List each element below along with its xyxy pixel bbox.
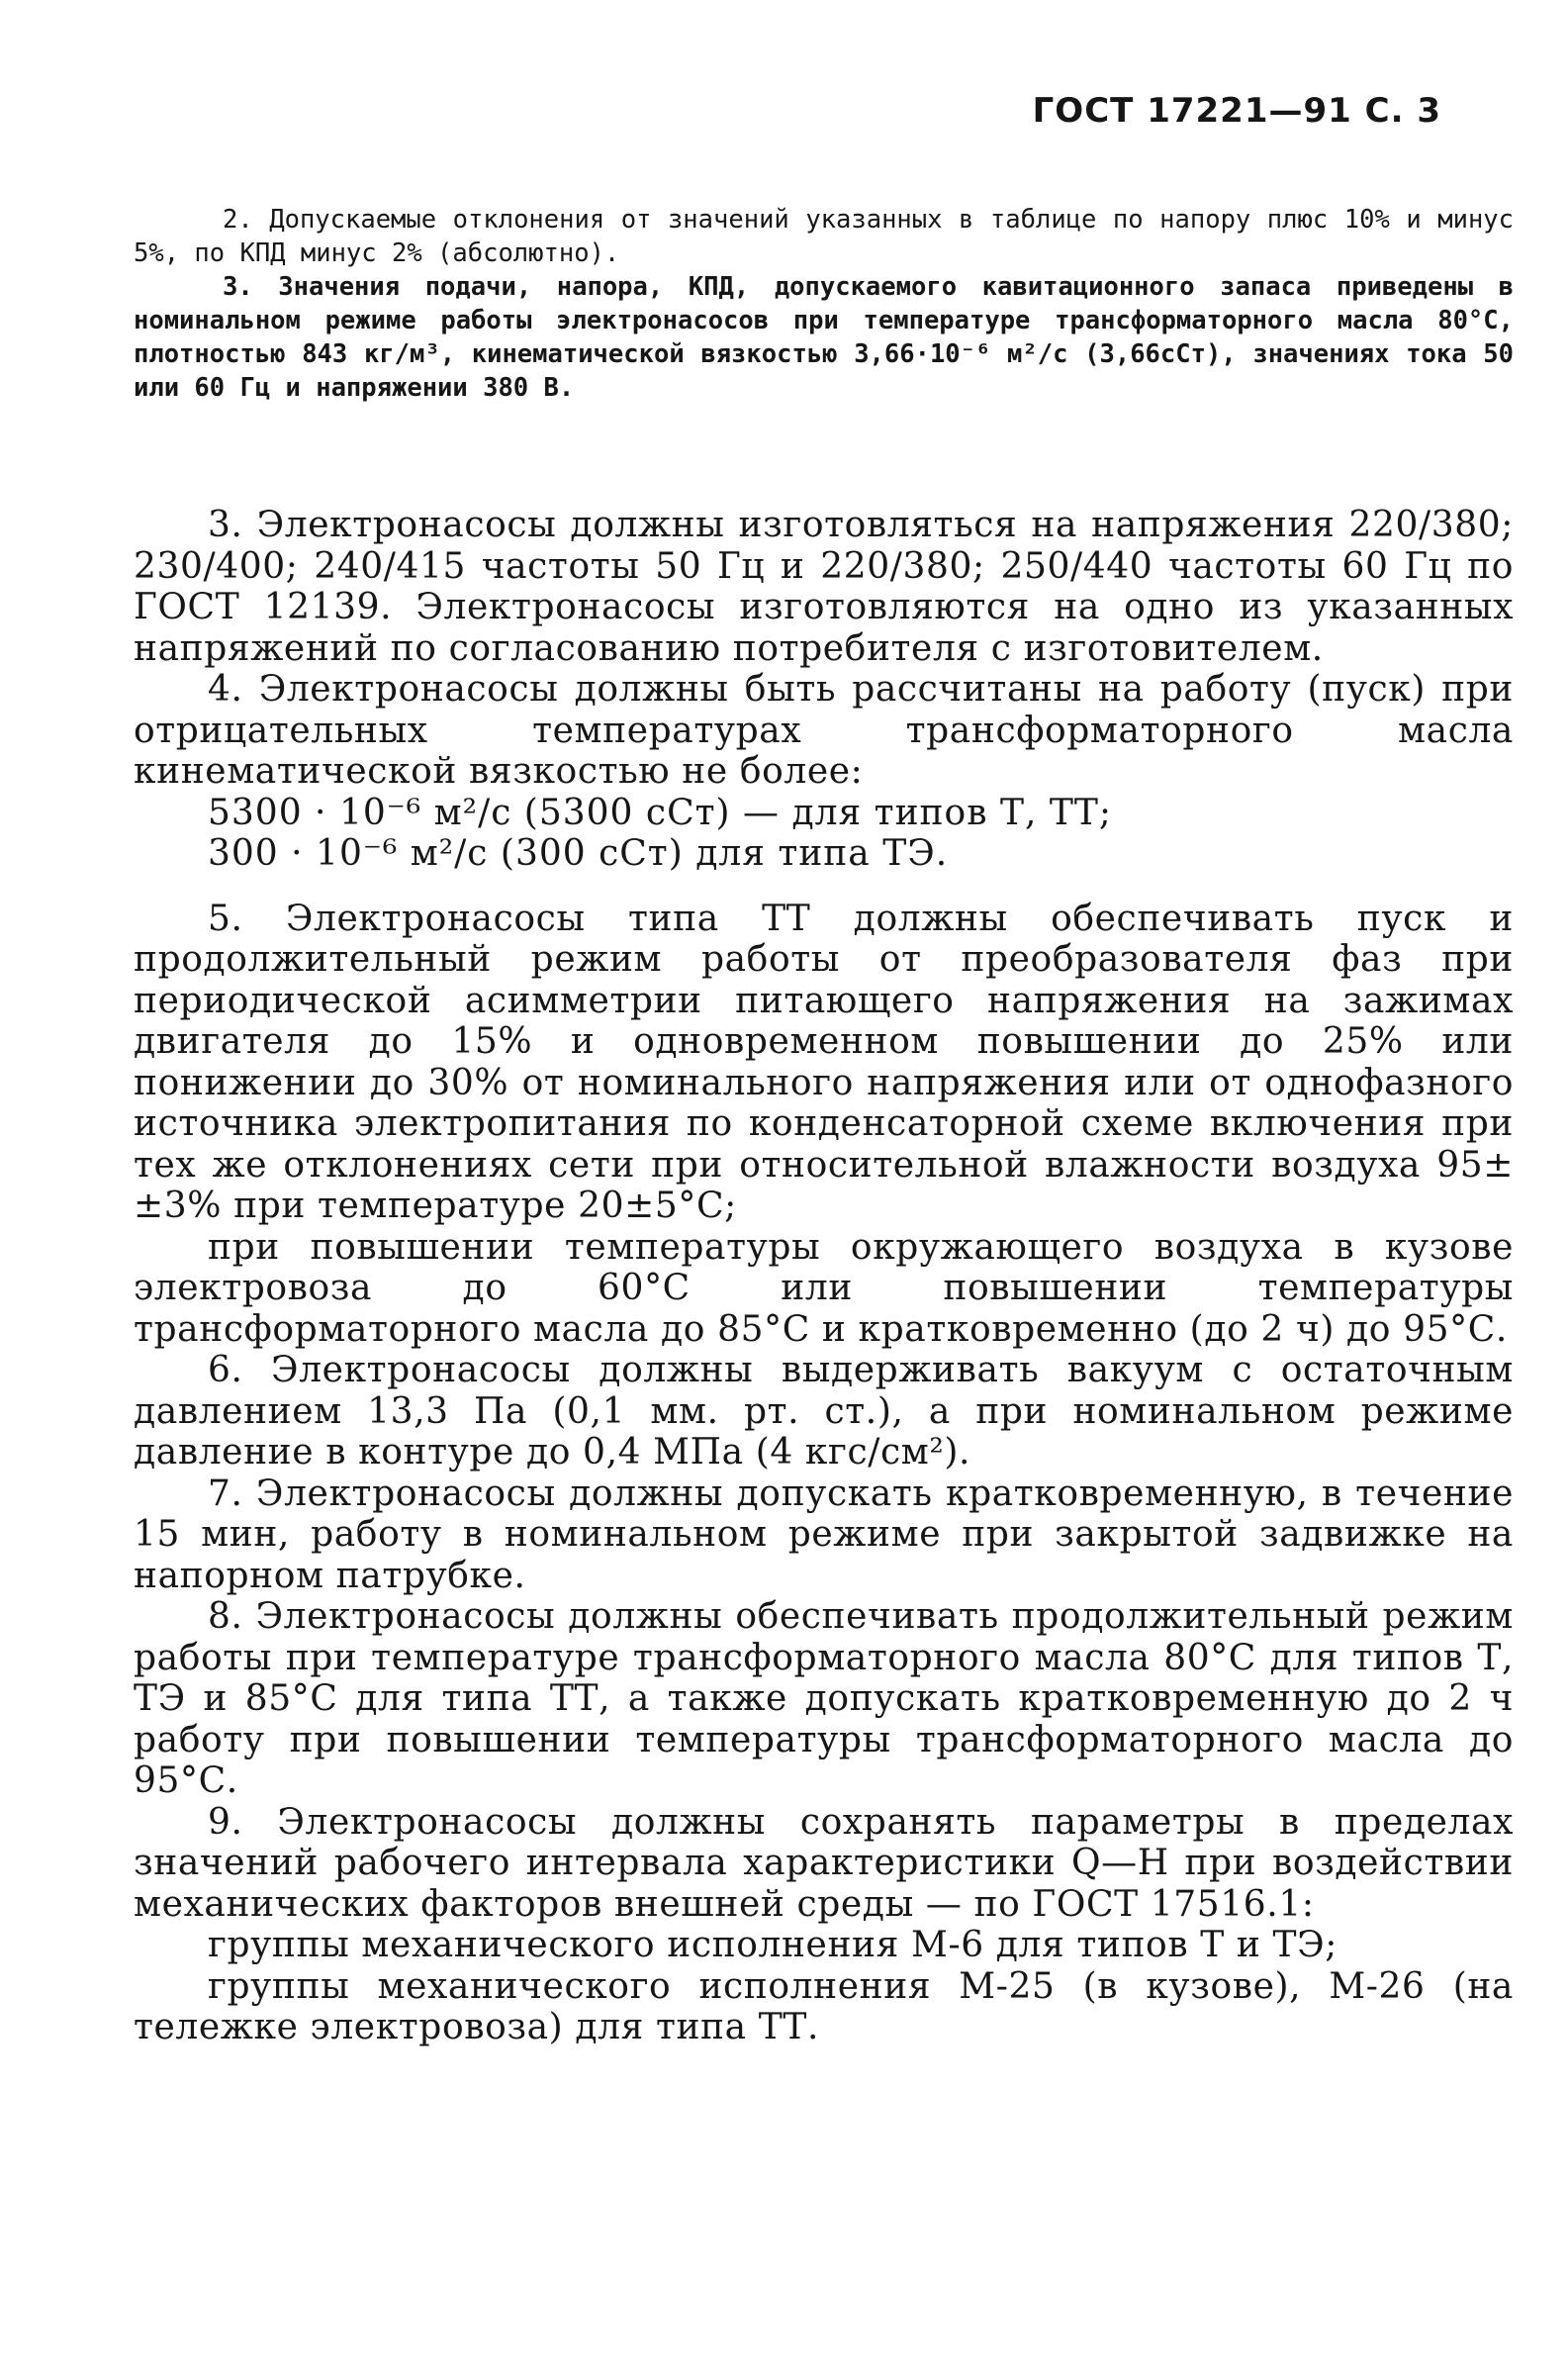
clause-6: 6. Электронасосы должны выдерживать вакуум с остаточным давлением 13,3 Па (0,1 мм. рт. ст.), а при номинальном режиме давление в контуре до 0,4 МПа (4 кгс/см²). [134, 1350, 1514, 1472]
requirements-text [134, 505, 1514, 2048]
running-header: ГОСТ 17221—91 С. 3 [1032, 91, 1441, 131]
clause-5-continuation: при повышении температуры окружающего воздуха в кузове электровоза до 60°С или повышении температуры трансформаторного масла до 85°С и кратковременно (до 2 ч) до 95°С. [134, 1226, 1514, 1350]
clause-9-group-m6: группы механического исполнения М-6 для типов Т и ТЭ; [208, 1925, 1338, 1965]
note-2: 2. Допускаемые отклонения от значений указанных в таблице по напору плюс 10% и минус 5%, по КПД минус 2% (абсолютно). [134, 205, 1514, 268]
clause-5: 5. Электронасосы типа ТТ должны обеспечивать пуск и продолжительный режим работы от преобразователя фаз при периодической асимметрии питающего напряжения на зажимах двигателя до 15% и одновременном повышении до 25% или понижении до 30% от номинального напряжения или от однофазного источника электропитания по конденсаторной схеме включения при тех же отклонениях сети при относительной влажности воздуха 95±±3% при температуре 20±5°С; [134, 898, 1514, 1226]
clause-9-group-m25-m26: группы механического исполнения М-25 (в кузове), М-26 (на тележке электровоза) для типа ТТ. [134, 1965, 1514, 2047]
clause-4-viscosity-t-tt: 5300 · 10⁻⁶ м²/с (5300 сСт) — для типов Т, ТТ; [208, 792, 1112, 833]
note-3: 3. Значения подачи, напора, КПД, допускаемого кавитационного запаса приведены в номинальном режиме работы электронасосов при температуре трансформаторного масла 80°С, плотностью 843 кг/м³, кинематической вязкостью 3,66·10⁻⁶ м²/с (3,66сСт), значениях тока 50 или 60 Гц и напряжении 380 В. [134, 272, 1514, 403]
clause-4: 4. Электронасосы должны быть рассчитаны на работу (пуск) при отрицательных температурах трансформаторного масла кинематической вязкостью не более: [134, 669, 1514, 792]
clause-7: 7. Электронасосы должны допускать кратковременную, в течение 15 мин, работу в номинальном режиме при закрытой задвижке на напорном патрубке. [134, 1472, 1514, 1596]
clause-3: 3. Электронасосы должны изготовляться на напряжения 220/380; 230/400; 240/415 частоты 50 Гц и 220/380; 250/440 частоты 60 Гц по ГОСТ 12139. Электронасосы изготовляются на одно из указанных напряжений по согласованию потребителя с изготовителем. [134, 505, 1514, 669]
clause-4-viscosity-te: 300 · 10⁻⁶ м²/с (300 сСт) для типа ТЭ. [208, 833, 949, 874]
clause-9: 9. Электронасосы должны сохранять параметры в пределах значений рабочего интервала характеристики Q—H при воздействии механических факторов внешней среды — по ГОСТ 17516.1: [134, 1801, 1514, 1925]
table-notes [134, 203, 1514, 405]
clause-8: 8. Электронасосы должны обеспечивать продолжительный режим работы при температуре трансформаторного масла 80°С для типов Т, ТЭ и 85°С для типа ТТ, а также допускать кратковременную до 2 ч работу при повышении температуры трансформаторного масла до 95°С. [134, 1596, 1514, 1801]
